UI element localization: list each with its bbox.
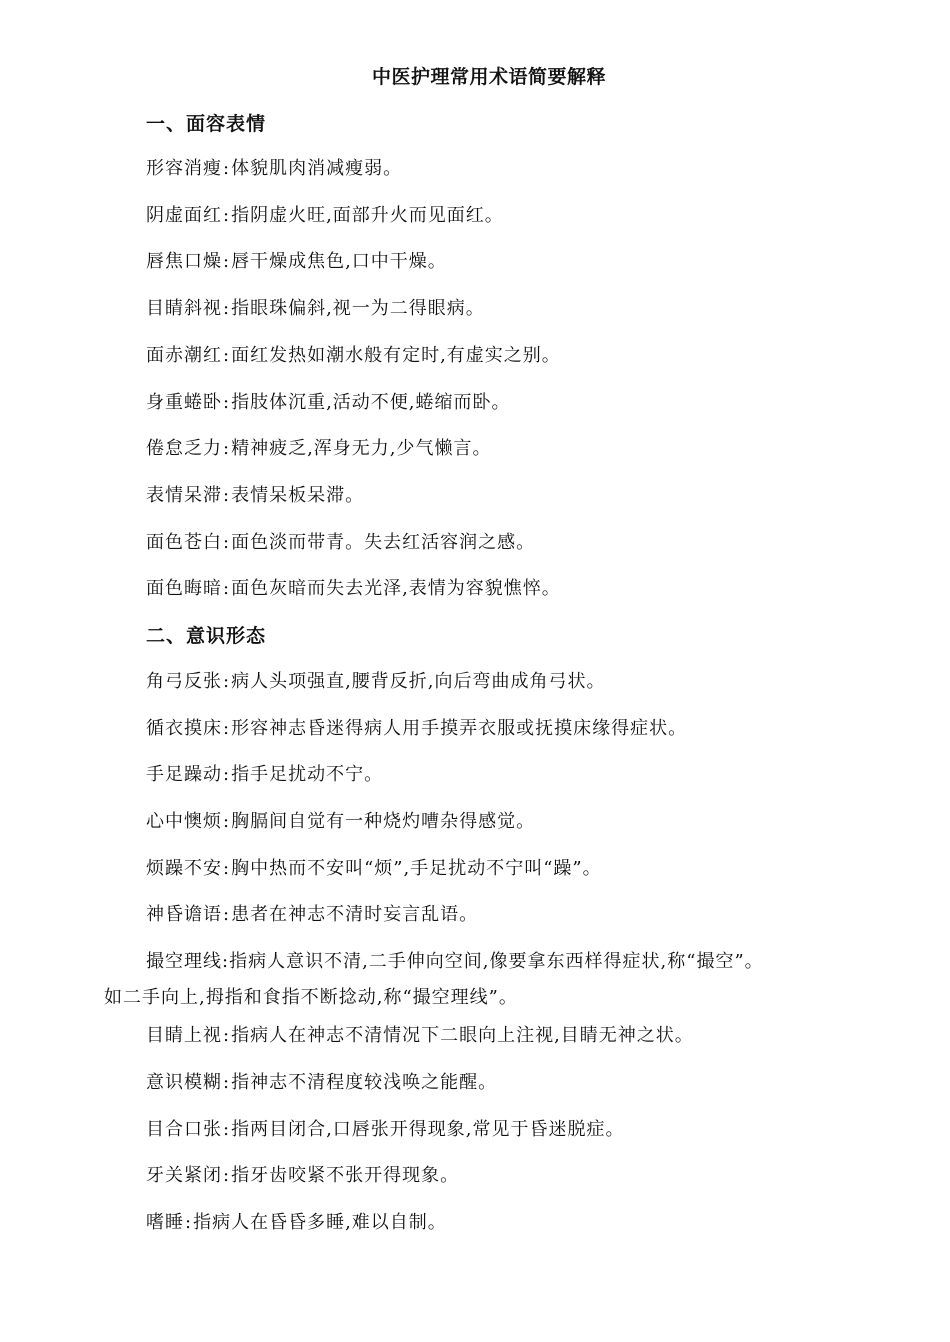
term-definition: 指牙齿咬紧不张开得现象。: [231, 1165, 460, 1186]
term-separator: :: [223, 251, 231, 272]
term-entry: [146, 248, 906, 276]
term-name: 表情呆滞: [146, 485, 222, 506]
term-entry: [146, 202, 906, 230]
term-definition: 面色淡而带青。失去红活容润之感。: [231, 532, 536, 553]
term-entry: [146, 1069, 906, 1097]
term-name: 角弓反张: [146, 671, 222, 692]
term-separator: :: [185, 1212, 193, 1233]
term-entry-wrapped: [104, 944, 904, 1016]
term-name: 倦怠乏力: [146, 438, 222, 459]
term-name: 烦躁不安: [146, 858, 222, 879]
term-separator: :: [222, 951, 230, 972]
term-first-line: [104, 944, 904, 980]
term-separator: :: [223, 392, 231, 413]
term-entry: [146, 1022, 906, 1050]
term-name: 阴虚面红: [146, 205, 222, 226]
term-name: 唇焦口燥: [146, 251, 222, 272]
term-separator: :: [223, 1025, 231, 1046]
term-separator: :: [223, 438, 231, 459]
term-definition: 指病人意识不清,二手伸向空间,像要拿东西样得症状,称“撮空”。: [229, 951, 764, 972]
term-definition: 表情呆板呆滞。: [231, 485, 365, 506]
term-entry: [146, 761, 906, 789]
term-name: 意识模糊: [146, 1072, 222, 1093]
term-separator: :: [223, 578, 231, 599]
term-entry: [146, 1116, 906, 1144]
term-definition: 指神志不清程度较浅唤之能醒。: [231, 1072, 498, 1093]
term-definition: 指肢体沉重,活动不便,蜷缩而卧。: [231, 392, 511, 413]
term-definition: 体貌肌肉消减瘦弱。: [231, 158, 403, 179]
term-entry: [146, 715, 906, 743]
term-definition: 指手足扰动不宁。: [231, 764, 384, 785]
term-separator: :: [223, 158, 231, 179]
term-name: 牙关紧闭: [146, 1165, 222, 1186]
term-separator: :: [223, 811, 231, 832]
term-separator: :: [223, 671, 231, 692]
term-definition: 唇干燥成焦色,口中干燥。: [231, 251, 447, 272]
term-definition: 指眼珠偏斜,视一为二得眼病。: [231, 298, 485, 319]
term-name: 撮空理线: [146, 951, 222, 972]
term-separator: :: [223, 1072, 231, 1093]
term-definition: 胸中热而不安叫“烦”,手足扰动不宁叫“躁”。: [231, 858, 602, 879]
term-entry: [146, 342, 906, 370]
term-separator: :: [223, 298, 231, 319]
term-name: 手足躁动: [146, 764, 222, 785]
term-separator: :: [223, 718, 231, 739]
document-title: 中医护理常用术语简要解释: [371, 66, 606, 88]
term-entry: [146, 1162, 906, 1190]
term-entry: [146, 1209, 906, 1237]
term-definition: 面红发热如潮水般有定时,有虚实之别。: [231, 345, 561, 366]
term-name: 面色苍白: [146, 532, 222, 553]
term-name: 面赤潮红: [146, 345, 222, 366]
term-separator: :: [223, 764, 231, 785]
term-entry: [146, 295, 906, 323]
term-entry: [146, 668, 906, 696]
term-entry: [146, 901, 906, 929]
term-name: 嗜睡: [146, 1212, 184, 1233]
term-separator: :: [223, 205, 231, 226]
term-definition: 胸膈间自觉有一种烧灼嘈杂得感觉。: [231, 811, 536, 832]
term-separator: :: [223, 858, 231, 879]
term-definition: 指病人在昏昏多睡,难以自制。: [193, 1212, 447, 1233]
term-definition: 指病人在神志不清情况下二眼向上注视,目睛无神之状。: [231, 1025, 694, 1046]
term-definition: 病人头项强直,腰背反折,向后弯曲成角弓状。: [231, 671, 606, 692]
term-entry: [146, 575, 906, 603]
term-separator: :: [223, 904, 231, 925]
term-entry: [146, 435, 906, 463]
term-entry: [146, 482, 906, 510]
term-separator: :: [223, 345, 231, 366]
term-entry: [146, 855, 906, 883]
term-separator: :: [223, 485, 231, 506]
term-entry: [146, 808, 906, 836]
term-definition: 形容神志昏迷得病人用手摸弄衣服或抚摸床缘得症状。: [231, 718, 688, 739]
term-definition: 指两目闭合,口唇张开得现象,常见于昏迷脱症。: [231, 1119, 625, 1140]
term-definition: 面色灰暗而失去光泽,表情为容貌憔悴。: [231, 578, 561, 599]
term-entry: [146, 529, 906, 557]
term-entry: [146, 389, 906, 417]
term-name: 面色晦暗: [146, 578, 222, 599]
term-separator: :: [223, 532, 231, 553]
term-name: 身重蜷卧: [146, 392, 222, 413]
term-separator: :: [223, 1165, 231, 1186]
term-definition: 患者在神志不清时妄言乱语。: [231, 904, 479, 925]
term-separator: :: [223, 1119, 231, 1140]
term-continuation: 如二手向上,拇指和食指不断捻动,称“撮空理线”。: [104, 987, 518, 1008]
term-name: 形容消瘦: [146, 158, 222, 179]
term-definition: 精神疲乏,浑身无力,少气懒言。: [231, 438, 492, 459]
term-name: 循衣摸床: [146, 718, 222, 739]
term-name: 神昏谵语: [146, 904, 222, 925]
term-name: 目睛斜视: [146, 298, 222, 319]
term-name: 目合口张: [146, 1119, 222, 1140]
term-definition: 指阴虚火旺,面部升火而见面红。: [231, 205, 504, 226]
term-entry: [146, 155, 906, 183]
section-heading-consciousness: 二、意识形态: [146, 625, 267, 647]
section-heading-facial-expression: 一、面容表情: [146, 113, 267, 135]
term-name: 目睛上视: [146, 1025, 222, 1046]
term-name: 心中懊烦: [146, 811, 222, 832]
